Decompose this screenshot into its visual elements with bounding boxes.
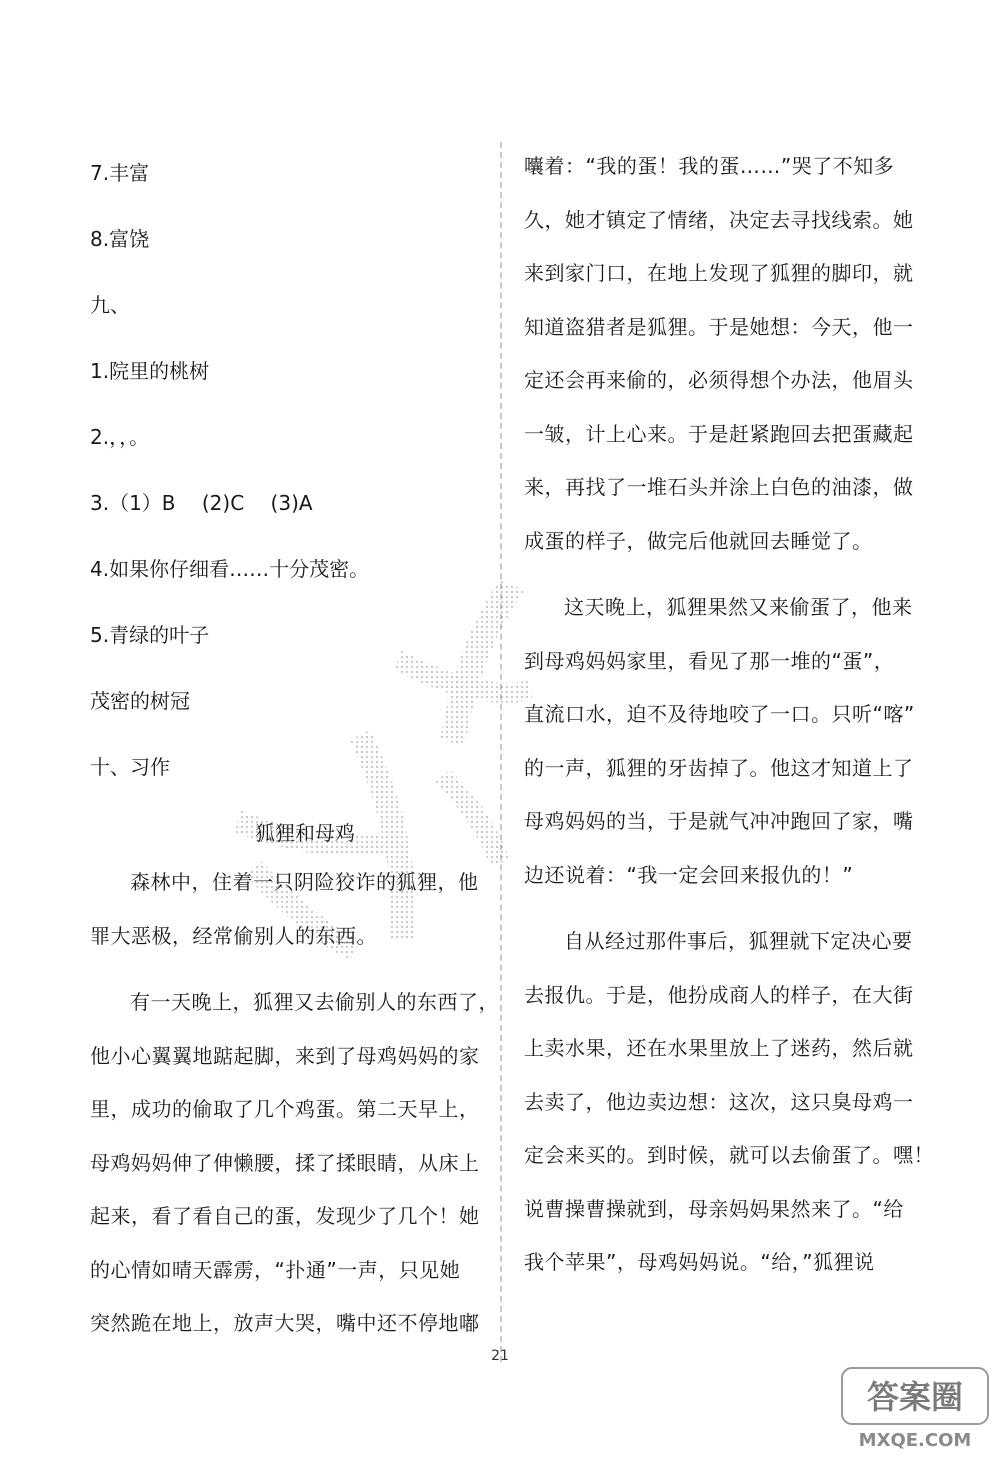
- text-line: 上卖水果，还在水果里放上了迷药，然后就: [524, 1036, 914, 1060]
- text-line: 囔着：“我的蛋！我的蛋……”哭了不知多: [524, 154, 895, 178]
- text-line: 母鸡妈妈伸了伸懒腰，揉了揉眼睛，从床上: [90, 1150, 480, 1175]
- site-logo: [840, 1364, 990, 1454]
- column-divider: [500, 142, 502, 1362]
- text-line: 边还说着：“我一定会回来报仇的！”: [524, 862, 854, 887]
- text-line: 自从经过那件事后，狐狸就下定决心要: [564, 929, 913, 953]
- text-line: 有一天晚上，狐狸又去偷别人的东西了，: [130, 990, 499, 1014]
- text-line: 来到家门口，在地上发现了狐狸的脚印，就: [524, 261, 914, 285]
- text-line: 到母鸡妈妈家里，看见了那一堆的“蛋”，: [524, 648, 895, 673]
- text-line: 定还会再来偷的，必须得想个办法，他眉头: [524, 368, 914, 392]
- answer-item: 5.青绿的叶子: [90, 623, 210, 647]
- text-line: 去报仇。于是，他扮成商人的样子，在大街: [524, 982, 914, 1007]
- text-line: 突然跪在地上，放声大哭，嘴中还不停地嘟: [90, 1311, 480, 1335]
- text-line: 母鸡妈妈的当，于是就气冲冲跑回了家，嘴: [524, 809, 914, 833]
- text-line: 直流口水，迫不及待地咬了一口。只听“喀”: [524, 702, 915, 726]
- essay-paragraph: [90, 976, 499, 1351]
- text-line: 罪大恶极，经常偷别人的东西。: [90, 923, 377, 948]
- text-line: 他小心翼翼地踮起脚，来到了母鸡妈妈的家: [90, 1043, 480, 1068]
- text-line: 一皱，计上心来。于是赶紧跑回去把蛋藏起: [524, 421, 914, 446]
- logo-url: MXQE.COM: [858, 1430, 972, 1451]
- answer-item: 7.丰富: [90, 161, 150, 185]
- text-line: 知道盗猎者是狐狸。于是她想：今天，他一: [524, 314, 914, 339]
- text-line: 的心情如晴天霹雳，“扑通”一声，只见她: [90, 1257, 461, 1282]
- text-line: 里，成功的偷取了几个鸡蛋。第二天早上，: [90, 1097, 480, 1121]
- answer-item: 8.富饶: [90, 227, 150, 251]
- essay-paragraph: [90, 856, 490, 963]
- text-line: 去卖了，他边卖边想：这次，这只臭母鸡一: [524, 1089, 914, 1114]
- text-line: 久，她才镇定了情绪，决定去寻找线索。她: [524, 207, 914, 232]
- text-line: 的一声，狐狸的牙齿掉了。他这才知道上了: [524, 755, 914, 780]
- answer-item: 2.，，。: [90, 425, 150, 449]
- essay-paragraph: [524, 140, 914, 568]
- text-line: 说曹操曹操就到，母亲妈妈果然来了。“给: [524, 1196, 904, 1221]
- text-line: 来，再找了一堆石头并涂上白色的油漆，做: [524, 475, 914, 499]
- answer-item: 茂密的树冠: [90, 689, 190, 713]
- answer-item: 3.（1）B (2)C (3)A: [90, 491, 313, 515]
- essay-paragraph: [524, 915, 934, 1290]
- text-line: 森林中，住着一只阴险狡诈的狐狸，他: [130, 870, 479, 894]
- answer-item: 1.院里的桃树: [90, 359, 210, 383]
- text-line: 这天晚上，狐狸果然又来偷蛋了，他来: [564, 595, 913, 619]
- text-line: 成蛋的样子，做完后他就回去睡觉了。: [524, 528, 873, 553]
- essay-title: 狐狸和母鸡: [255, 821, 355, 845]
- answer-item: 4.如果你仔细看……十分茂密。: [90, 557, 370, 581]
- section-heading: 九、: [90, 293, 130, 317]
- text-line: 起来，看了看自己的蛋，发现少了几个！她: [90, 1204, 480, 1228]
- essay-paragraph: [524, 581, 914, 902]
- text-line: 我个苹果”，母鸡妈妈说。“给，”狐狸说: [524, 1250, 875, 1274]
- text-line: 定会来买的。到时候，就可以去偷蛋了。嘿！: [524, 1143, 934, 1167]
- left-column: [90, 140, 499, 1351]
- logo-text: 答案圈: [866, 1378, 964, 1416]
- section-heading: 十、习作: [90, 755, 170, 779]
- page-number: 21: [491, 1348, 509, 1364]
- right-column: [524, 140, 934, 1290]
